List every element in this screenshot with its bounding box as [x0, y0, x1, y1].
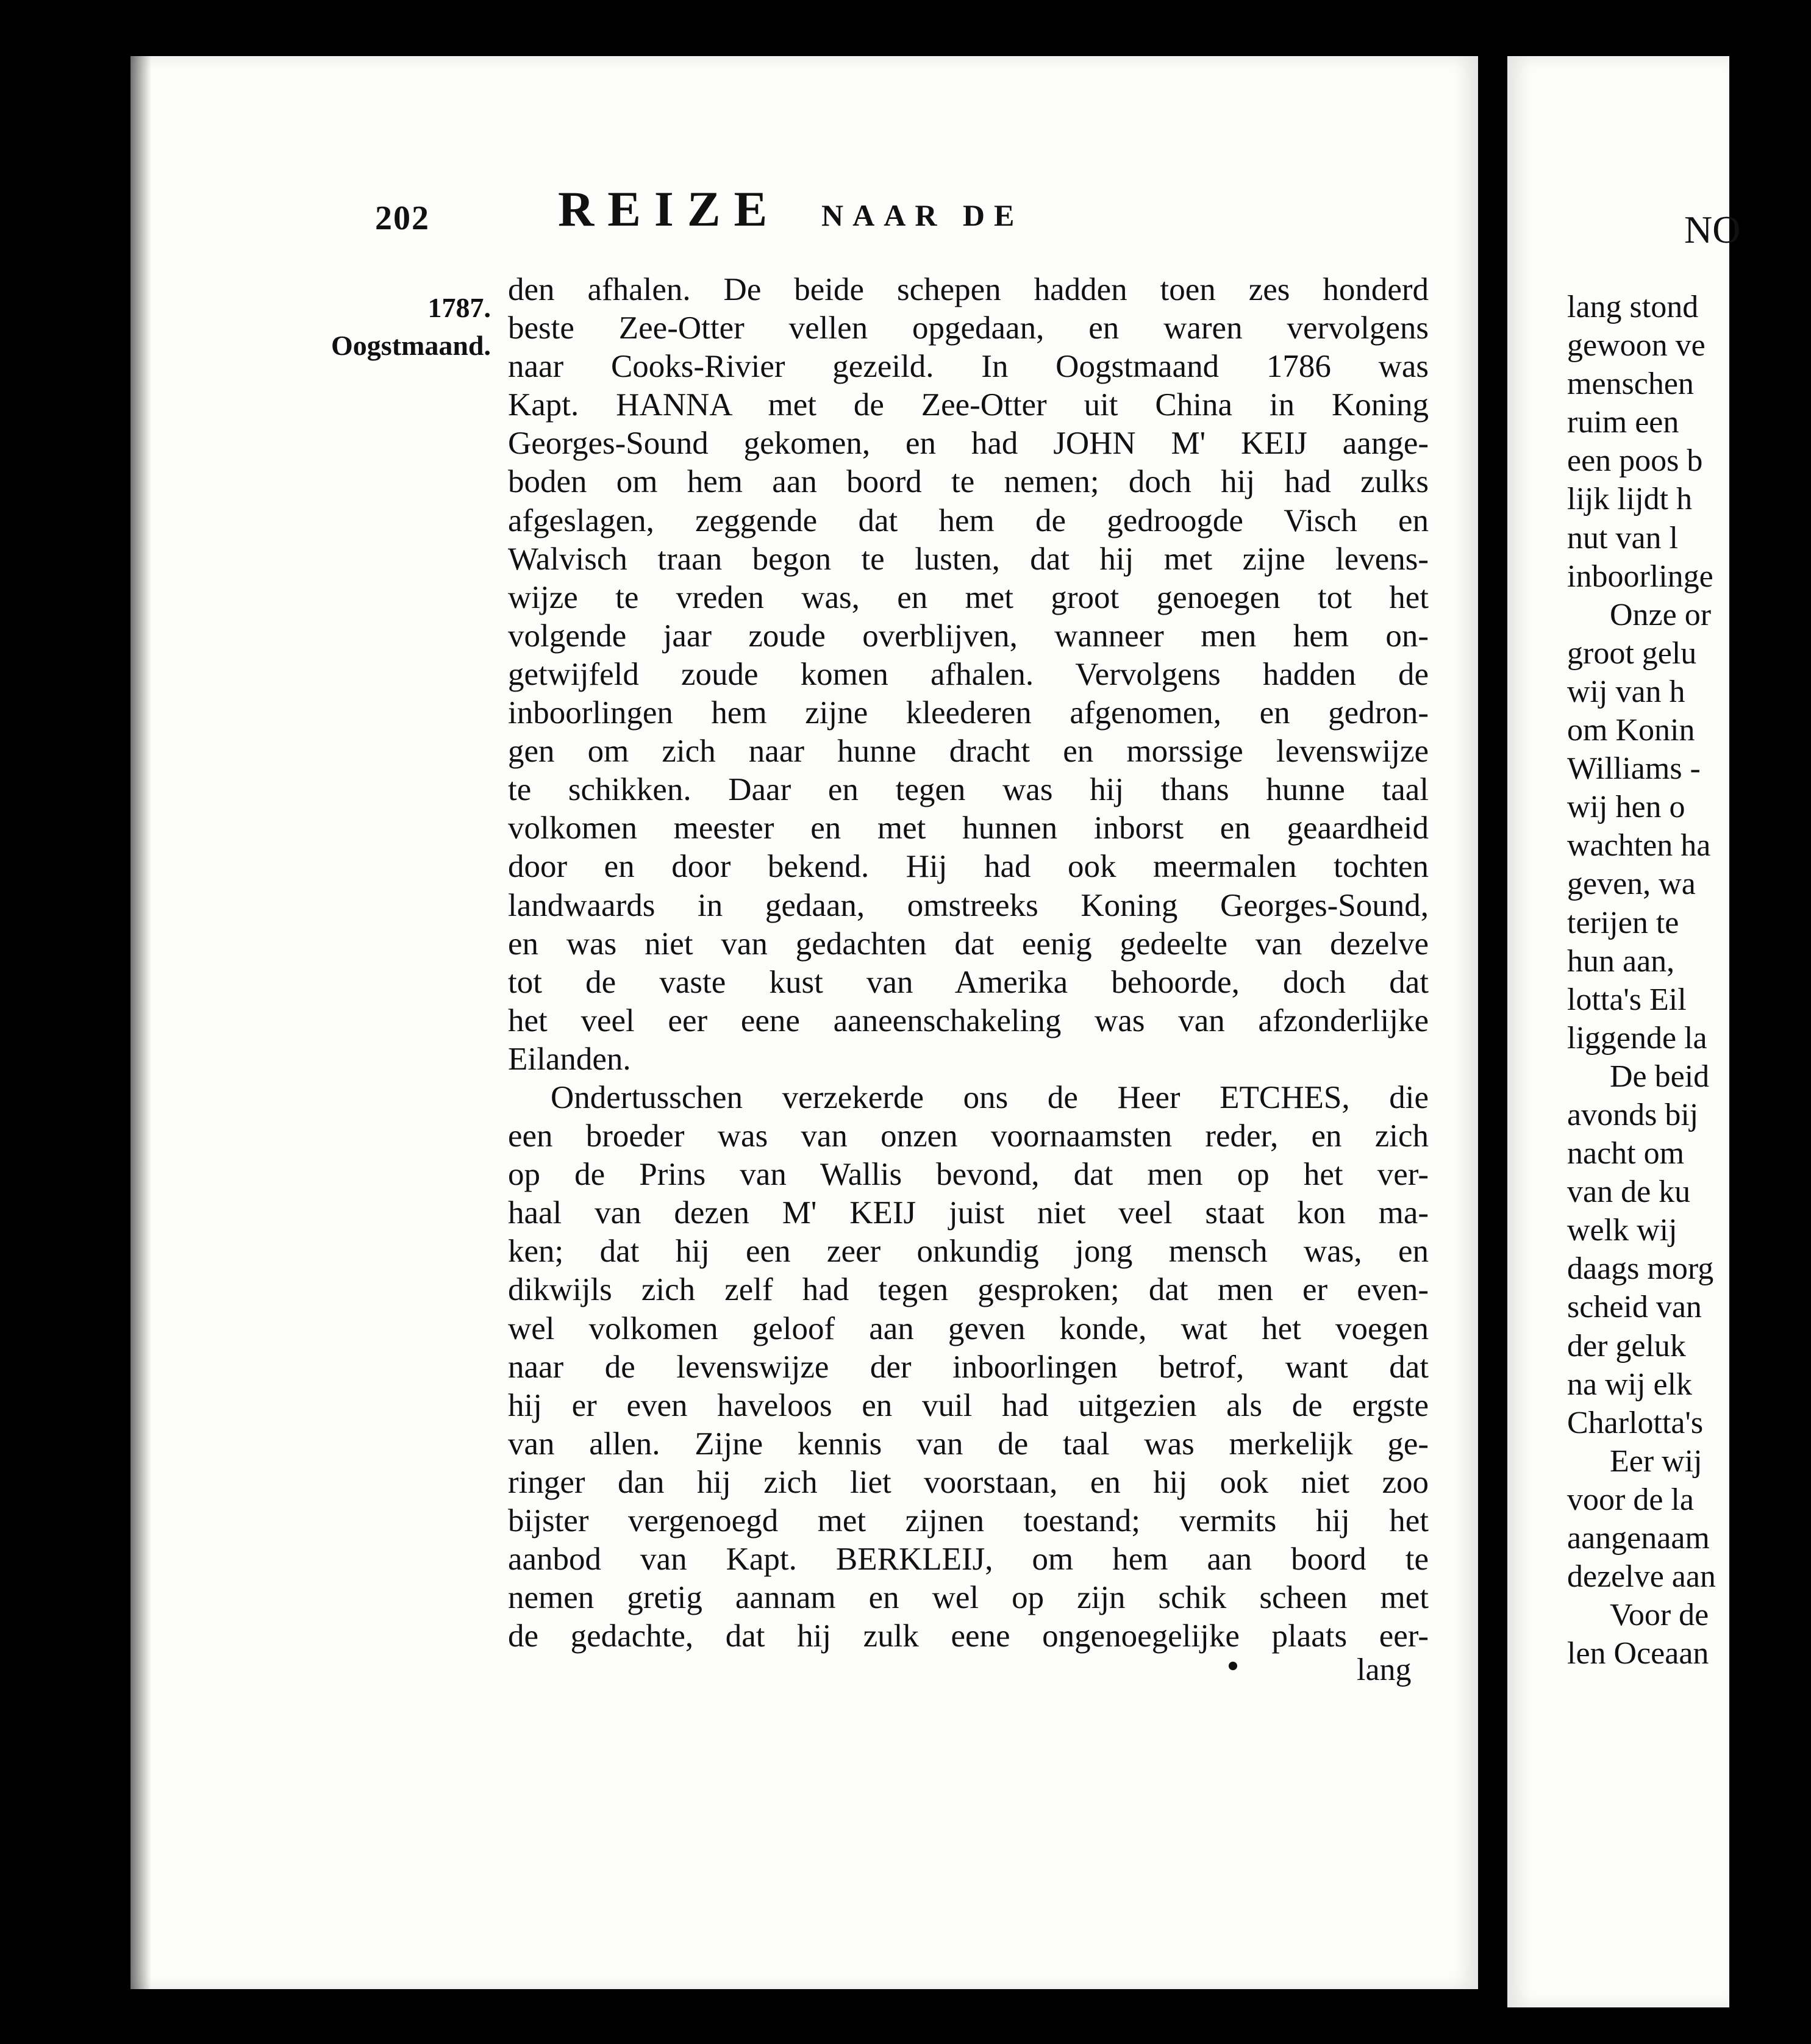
- right-text-line: menschen: [1567, 366, 1694, 402]
- text-line: door en door bekend. Hij had ook meermalen tochten: [508, 849, 1429, 885]
- right-text-line: gewoon ve: [1567, 328, 1706, 363]
- text-line: getwijfeld zoude komen afhalen. Vervolgens hadden de: [508, 656, 1429, 692]
- text-line: van allen. Zijne kennis van de taal was merkelijk ge-: [508, 1426, 1429, 1462]
- page-title: REIZE: [558, 181, 781, 237]
- text-line: tot de vaste kust van Amerika behoorde, doch dat: [508, 964, 1429, 1000]
- margin-note: [326, 289, 491, 365]
- text-line: Walvisch traan begon te lusten, dat hij met zijne levens-: [508, 541, 1429, 577]
- text-line: bijster vergenoegd met zijnen toestand; vermits hij het: [508, 1503, 1429, 1538]
- right-text-line: lotta's Eil: [1567, 982, 1687, 1017]
- text-line: nemen gretig aannam en wel op zijn schik scheen met: [508, 1580, 1429, 1616]
- text-line: Ondertusschen verzekerde ons de Heer ETCHES, die: [551, 1079, 1429, 1115]
- text-line: en was niet van gedachten dat eenig gedeelte van dezelve: [508, 926, 1429, 962]
- right-text-line: aangenaam: [1567, 1521, 1710, 1556]
- text-line: den afhalen. De beide schepen hadden toen zes honderd: [508, 272, 1429, 307]
- right-text-line: liggende la: [1567, 1020, 1707, 1056]
- text-line: afgeslagen, zeggende dat hem de gedroogde Visch en: [508, 502, 1429, 538]
- text-line: volkomen meester en met hunnen inborst en geaardheid: [508, 810, 1429, 846]
- text-line: gen om zich naar hunne dracht en morssige levenswijze: [508, 734, 1429, 770]
- right-page-text: [1567, 213, 1811, 1673]
- spine-shadow: [130, 56, 151, 1989]
- right-text-line: voor de la: [1567, 1482, 1694, 1517]
- right-text-line: na wij elk: [1567, 1367, 1693, 1402]
- text-line: ringer dan hij zich liet voorstaan, en hij ook niet zoo: [508, 1464, 1429, 1500]
- right-text-line: welk wij: [1567, 1213, 1677, 1248]
- right-text-line: wachten ha: [1567, 828, 1711, 863]
- right-page-header: NO: [1684, 208, 1741, 251]
- right-text-line: terijen te: [1567, 905, 1679, 940]
- right-text-line: hun aan,: [1567, 943, 1675, 979]
- page-subtitle: NAAR DE: [821, 198, 1024, 232]
- text-line: naar de levenswijze der inboorlingen betrof, want dat: [508, 1349, 1429, 1385]
- right-text-line: Williams -: [1567, 751, 1701, 787]
- right-text-line: lijk lijdt h: [1567, 482, 1693, 517]
- text-line: de gedachte, dat hij zulk eene ongenoegelijke plaats eer-: [508, 1618, 1429, 1654]
- margin-year: 1787.: [427, 292, 491, 323]
- text-line: wel volkomen geloof aan geven konde, wat het voegen: [508, 1310, 1429, 1346]
- body-text: [508, 271, 1429, 1656]
- right-text-line: avonds bij: [1567, 1097, 1699, 1132]
- text-line: wijze te vreden was, en met groot genoegen tot het: [508, 579, 1429, 615]
- right-text-line: wij van h: [1567, 674, 1685, 709]
- right-text-line: der geluk: [1567, 1328, 1686, 1363]
- right-text-line: geven, wa: [1567, 867, 1696, 902]
- right-text-line: Onze or: [1610, 597, 1712, 632]
- running-head: [375, 152, 1326, 238]
- text-line: Kapt. HANNA met de Zee-Otter uit China in Koning: [508, 387, 1429, 423]
- text-line: volgende jaar zoude overblijven, wanneer men hem on-: [508, 618, 1429, 654]
- catchword: lang: [1357, 1653, 1412, 1687]
- right-text-line: lang stond: [1567, 290, 1699, 324]
- right-text-line: len Oceaan: [1567, 1636, 1709, 1671]
- text-line: hij er even haveloos en vuil had uitgezien als de ergste: [508, 1387, 1429, 1423]
- right-text-line: groot gelu: [1567, 635, 1697, 671]
- right-text-line: om Konin: [1567, 713, 1695, 748]
- right-text-line: De beid: [1610, 1059, 1710, 1094]
- right-text-line: dezelve aan: [1567, 1559, 1716, 1595]
- page-number: 202: [375, 199, 430, 237]
- margin-month: Oogstmaand.: [331, 330, 491, 361]
- right-text-line: ruim een: [1567, 405, 1679, 440]
- right-text-line: inboorlinge: [1567, 559, 1713, 594]
- right-text-line: nacht om: [1567, 1136, 1685, 1171]
- right-text-line: een poos b: [1567, 443, 1703, 479]
- right-text-line: nut van l: [1567, 520, 1678, 556]
- text-line: dikwijls zich zelf had tegen gesproken; dat men er even-: [508, 1272, 1429, 1308]
- right-text-line: Voor de: [1610, 1598, 1709, 1633]
- text-line: naar Cooks-Rivier gezeild. In Oogstmaand 1786 was: [508, 349, 1429, 385]
- printer-mark: [1229, 1662, 1237, 1670]
- right-text-line: van de ku: [1567, 1174, 1691, 1210]
- text-line: boden om hem aan boord te nemen; doch hij had zulks: [508, 464, 1429, 500]
- text-line: Eilanden.: [508, 1041, 631, 1077]
- text-line: landwaards in gedaan, omstreeks Koning Georges-Sound,: [508, 887, 1429, 923]
- text-line: aanbod van Kapt. BERKLEIJ, om hem aan boord te: [508, 1542, 1429, 1578]
- text-line: haal van dezen M' KEIJ juist niet veel staat kon ma-: [508, 1195, 1429, 1231]
- text-line: op de Prins van Wallis bevond, dat men op het ver-: [508, 1157, 1429, 1193]
- text-line: een broeder was van onzen voornaamsten reder, en zich: [508, 1118, 1429, 1154]
- text-line: te schikken. Daar en tegen was hij thans hunne taal: [508, 772, 1429, 808]
- text-line: beste Zee-Otter vellen opgedaan, en waren vervolgens: [508, 310, 1429, 346]
- text-line: Georges-Sound gekomen, en had JOHN M' KEIJ aange-: [508, 426, 1429, 462]
- text-line: het veel eer eene aaneenschakeling was van afzonderlijke: [508, 1002, 1429, 1038]
- right-text-line: scheid van: [1567, 1290, 1702, 1325]
- text-line: inboorlingen hem zijne kleederen afgenomen, en gedron-: [508, 695, 1429, 731]
- right-text-line: Charlotta's: [1567, 1405, 1704, 1440]
- right-text-line: wij hen o: [1567, 790, 1685, 825]
- right-text-line: daags morg: [1567, 1251, 1714, 1287]
- right-text-line: Eer wij: [1610, 1443, 1702, 1479]
- text-line: ken; dat hij een zeer onkundig jong mensch was, en: [508, 1234, 1429, 1270]
